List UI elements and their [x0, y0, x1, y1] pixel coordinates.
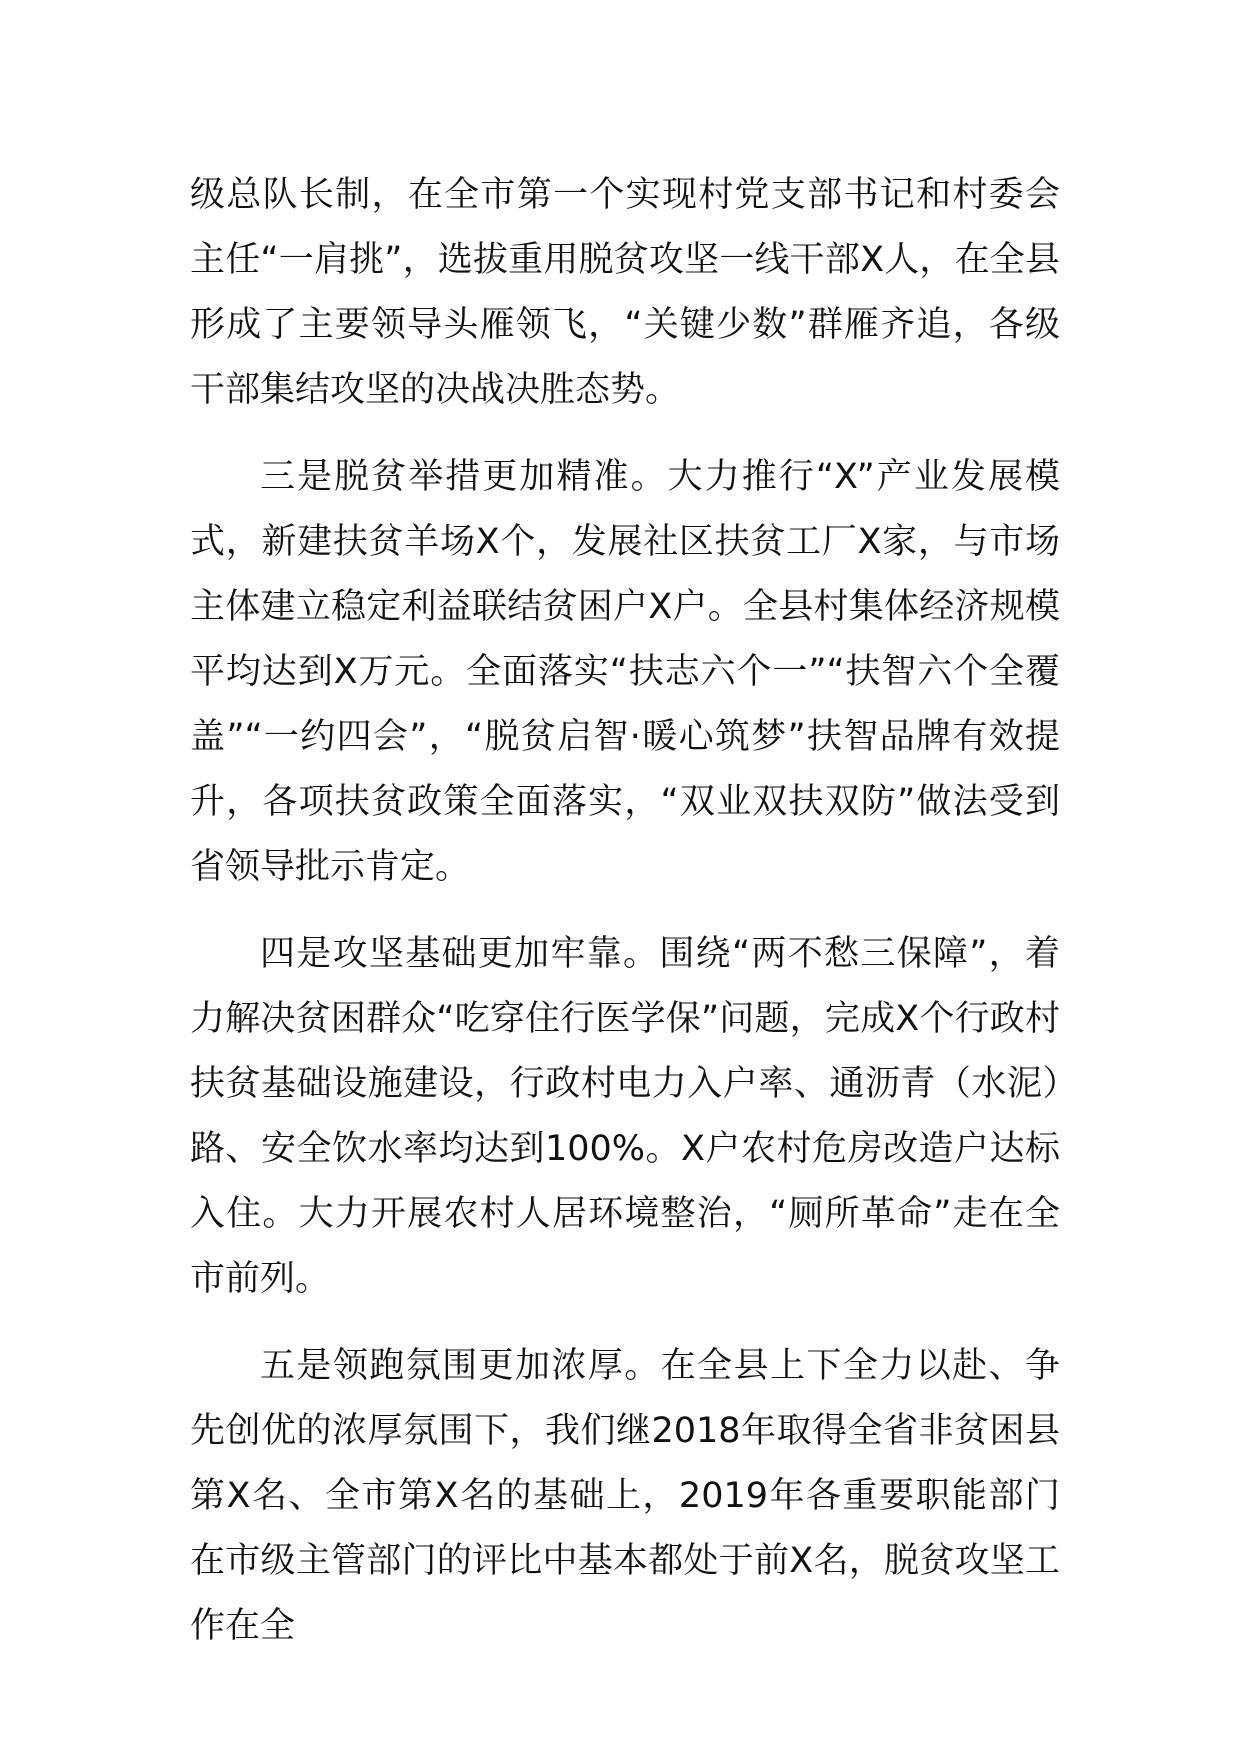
paragraph-measures: 三是脱贫举措更加精准。大力推行“X”产业发展模式，新建扶贫羊场X个，发展社区扶贫工厂X家，与市场主体建立稳定利益联结贫困户X户。全县村集体经济规模平均达到X万元。全面落实“扶志六个一”“扶智六个全覆盖”“一约四会”，“脱贫启智·暖心筑梦”扶智品牌有效提升，各项扶贫政策全面落实，“双业双扶双防”做法受到省领导批示肯定。 [190, 457, 1060, 887]
paragraph-continued: 级总队长制，在全市第一个实现村党支部书记和村委会主任“一肩挑”，选拔重用脱贫攻坚一线干部X人，在全县形成了主要领导头雁领飞，“关键少数”群雁齐追，各级干部集结攻坚的决战决胜态势。 [190, 175, 1060, 410]
document-body [190, 163, 1060, 1659]
paragraph-foundation: 四是攻坚基础更加牢靠。围绕“两不愁三保障”，着力解决贫困群众“吃穿住行医学保”问题，完成X个行政村扶贫基础设施建设，行政村电力入户率、通沥青（水泥）路、安全饮水率均达到100%。X户农村危房改造户达标入住。大力开展农村人居环境整治，“厕所革命”走在全市前列。 [190, 934, 1060, 1299]
paragraph-atmosphere: 五是领跑氛围更加浓厚。在全县上下全力以赴、争先创优的浓厚氛围下，我们继2018年取得全省非贫困县第X名、全市第X名的基础上，2019年各重要职能部门在市级主管部门的评比中基本都处于前X名，脱贫攻坚工作在全 [190, 1346, 1060, 1646]
